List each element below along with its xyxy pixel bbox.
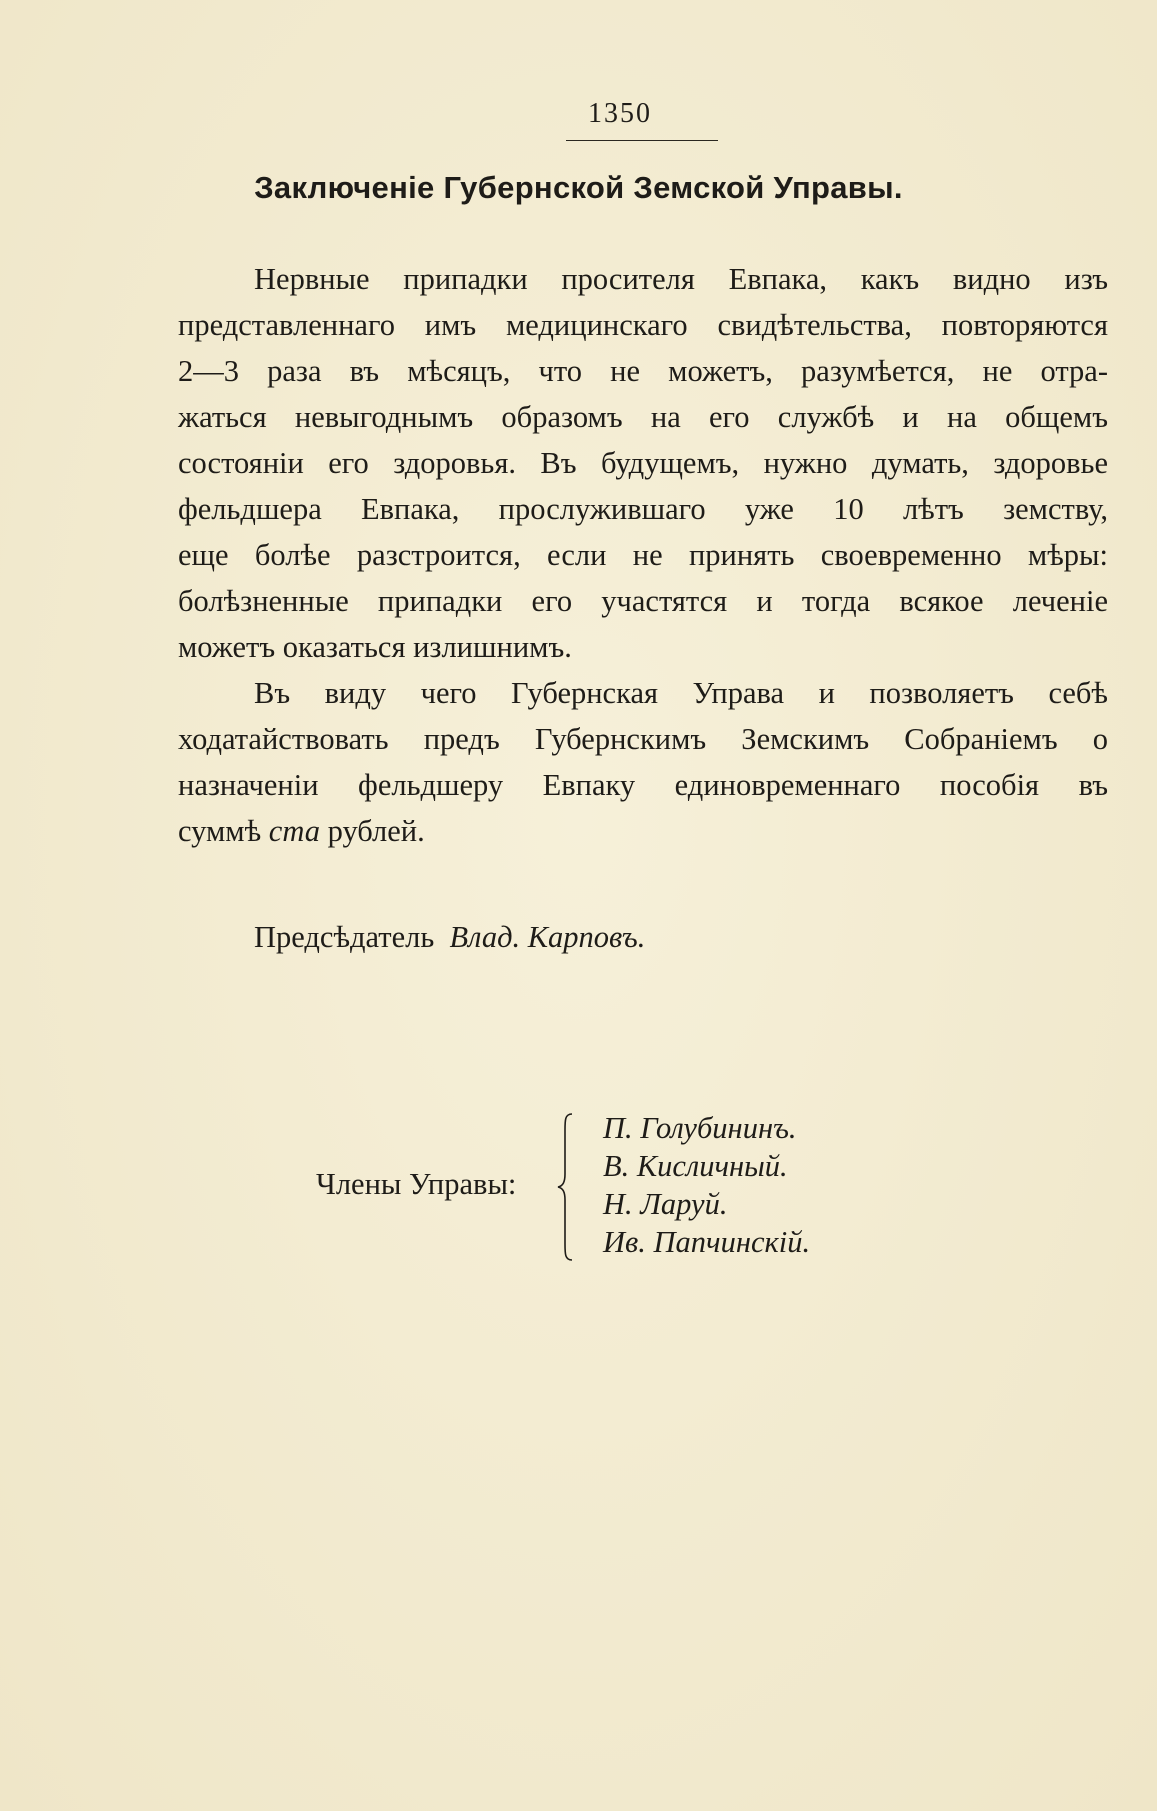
- chairman-signature: Влад. Карповъ.: [449, 920, 646, 954]
- paragraph-1: [178, 256, 1108, 670]
- text-line: фельдшера Евпака, прослужившаго уже 10 лѣтъ земству,: [178, 492, 1108, 526]
- paragraph-2: [178, 670, 1108, 854]
- page-number-rule: [566, 140, 718, 141]
- member-name: П. Голубининъ.: [603, 1111, 797, 1145]
- amount-suffix: рублей.: [319, 814, 425, 848]
- body-text: [178, 256, 1108, 854]
- text-line-last: [178, 808, 1108, 854]
- text-line: 2—3 раза въ мѣсяцъ, что не можетъ, разумѣется, не отра-: [178, 354, 1108, 388]
- text-line: можетъ оказаться излишнимъ.: [178, 630, 572, 664]
- members-list: [603, 1109, 810, 1261]
- curly-brace-icon: [556, 1112, 576, 1262]
- page-number: 1350: [588, 98, 652, 129]
- amount-prefix: суммѣ: [178, 814, 269, 848]
- amount-italic: ста: [268, 814, 320, 848]
- members-label: Члены Управы:: [316, 1167, 517, 1201]
- member-name: В. Кисличный.: [603, 1149, 788, 1183]
- text-line: ходатайствовать предъ Губернскимъ Земскимъ Собраніемъ о: [178, 722, 1108, 756]
- member-name: Н. Ларуй.: [603, 1187, 728, 1221]
- member-name: Ив. Папчинскій.: [603, 1225, 811, 1259]
- text-line: болѣзненные припадки его участятся и тогда всякое леченіе: [178, 584, 1108, 618]
- chairman-title: Предсѣдатель: [254, 920, 435, 954]
- text-line: состояніи его здоровья. Въ будущемъ, нужно думать, здоровье: [178, 446, 1108, 480]
- section-heading: Заключеніе Губернской Земской Управы.: [254, 170, 903, 205]
- text-line: еще болѣе разстроится, если не принять своевременно мѣры:: [178, 538, 1108, 572]
- text-line: назначеніи фельдшеру Евпаку единовременнаго пособія въ: [178, 768, 1108, 802]
- text-line: жаться невыгоднымъ образомъ на его службѣ и на общемъ: [178, 400, 1108, 434]
- text-line: Въ виду чего Губернская Управа и позволяетъ себѣ: [254, 676, 1108, 710]
- text-line: представленнаго имъ медицинскаго свидѣтельства, повторяются: [178, 308, 1108, 342]
- text-line: Нервные припадки просителя Евпака, какъ видно изъ: [254, 262, 1108, 296]
- chairman-line: [254, 920, 645, 955]
